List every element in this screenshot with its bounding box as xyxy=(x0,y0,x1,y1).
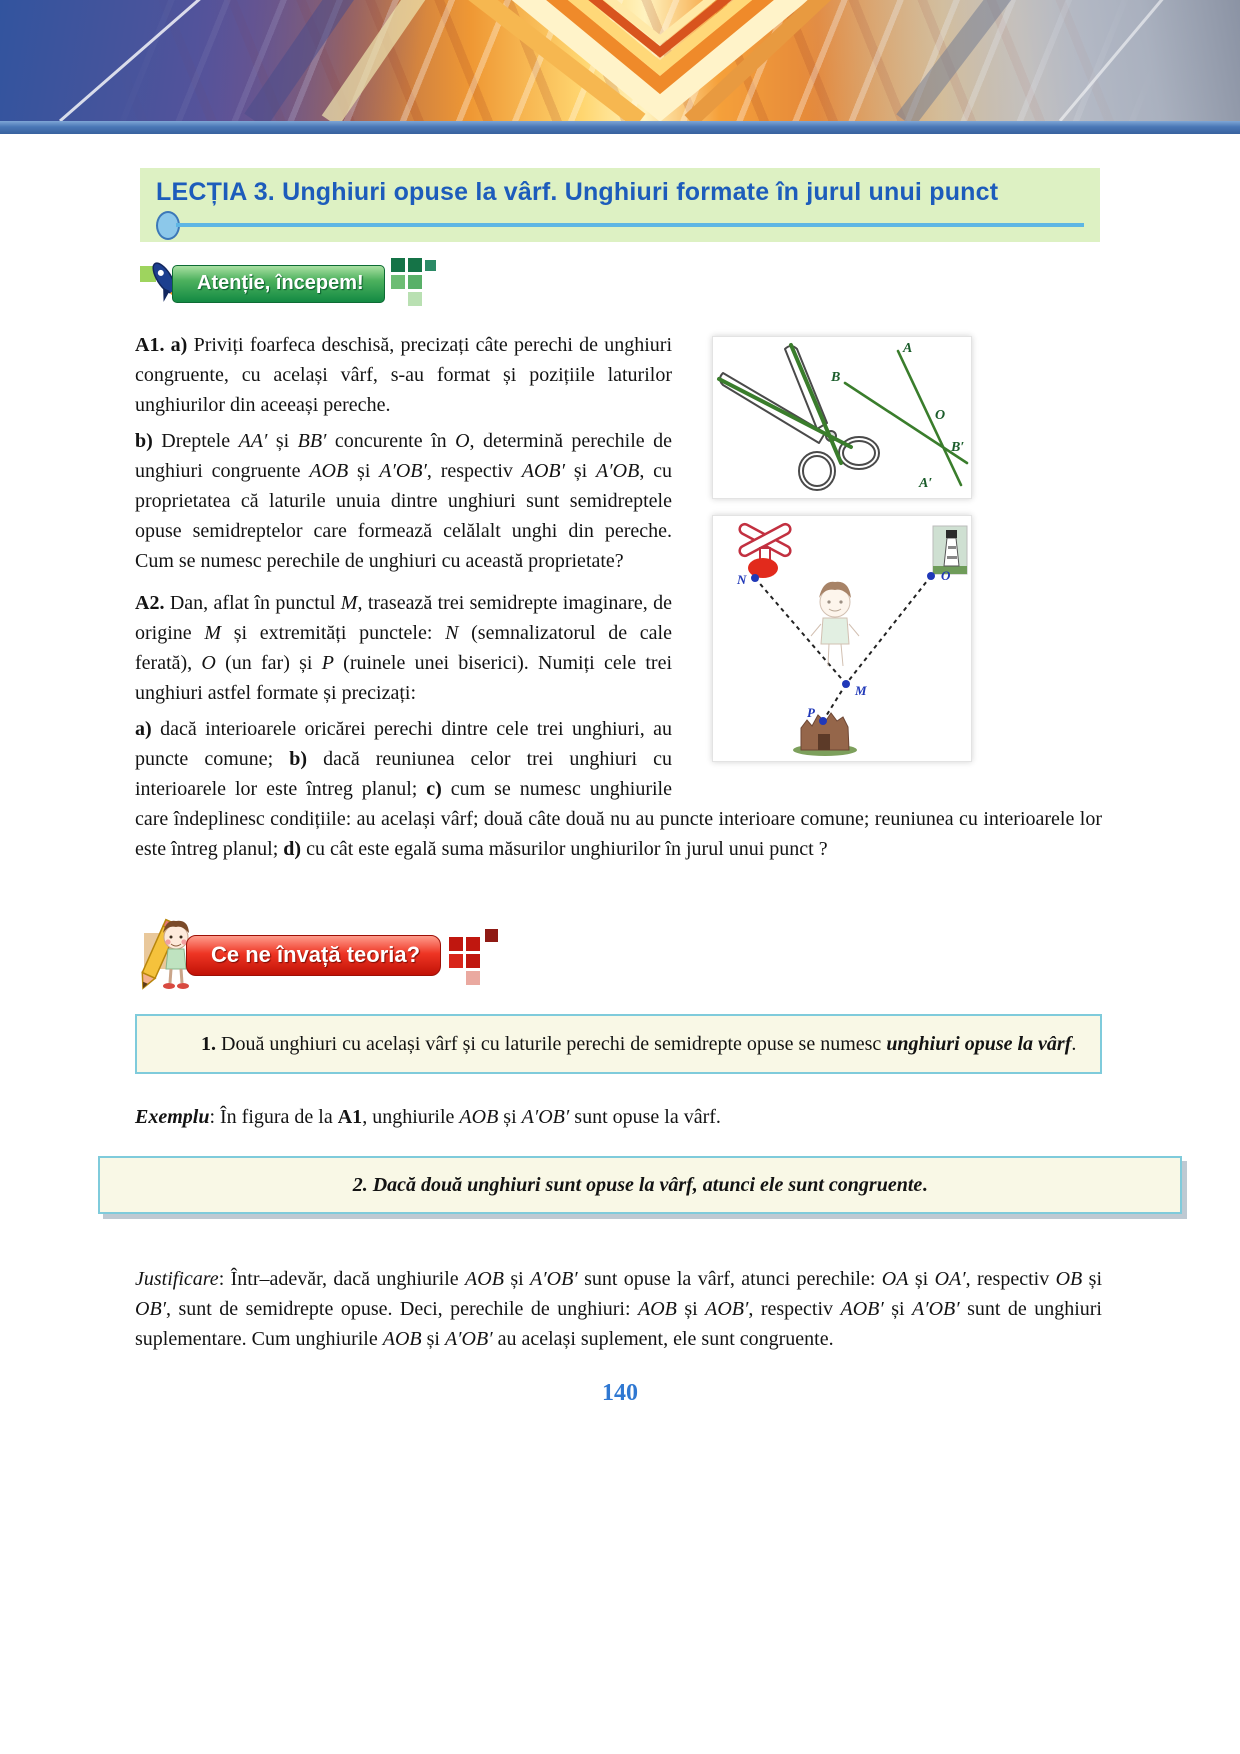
svg-text:N: N xyxy=(737,572,747,587)
header-artwork xyxy=(0,0,1240,121)
figure-landmarks-rays xyxy=(712,515,972,762)
theory-box-1-text: 1. Două unghiuri cu același vârf și cu laturile perechi de semidrepte opuse se numesc unghiuri opuse la vârf. xyxy=(201,1033,1077,1055)
page-title: LECȚIA 3. Unghiuri opuse la vârf. Unghiuri formate în jurul unui punct xyxy=(156,178,999,206)
title-line xyxy=(176,223,1084,227)
page-number: 140 xyxy=(602,1380,638,1406)
paragraph-a1-b: b) Dreptele AA′ și BB′ concurente în O, determină perechile de unghiuri congruente AOB și A′OB′, respectiv AOB′ și A′OB, cu proprietatea că laturile unuia dintre unghiuri sunt semidreptele opuse semidreptelor care formează celălalt unghi din pereche. Cum se numesc perechile de unghiuri cu această proprietate? xyxy=(135,430,673,572)
railroad-signal-icon xyxy=(738,522,792,578)
figure-column xyxy=(712,336,972,778)
svg-text:M: M xyxy=(855,683,867,698)
theory-banner xyxy=(140,912,1240,998)
example-line: Exemplu: În figura de la A1, unghiurile AOB și A′OB′ sunt opuse la vârf. xyxy=(135,1106,721,1128)
child-icon xyxy=(811,582,859,666)
lighthouse-icon xyxy=(933,526,967,574)
attention-badge-label: Atenție, începem! xyxy=(172,265,385,303)
svg-text:A: A xyxy=(903,341,913,356)
lesson-title-banner xyxy=(140,168,1100,242)
svg-text:O: O xyxy=(935,408,946,423)
decorative-squares-red xyxy=(447,929,503,981)
paragraph-a2-items: a) dacă interioarele oricărei perechi dintre cele trei unghiuri, au puncte comune; b) dacă reuniunea celor trei unghiuri cu interioarele lor este întreg planul; c) cum se numesc unghiurile care îndeplinesc condițiile: au același vârf; două câte două nu au puncte interioare comune; reuniunea cu interioarele lor este întreg planul; d) cu cât este egală suma măsurilor unghiurilor în jurul unui punct ? xyxy=(135,718,1102,860)
theory-badge-label: Ce ne învață teoria? xyxy=(186,935,441,976)
svg-text:P: P xyxy=(807,705,815,720)
svg-text:B: B xyxy=(831,370,841,385)
theory-box-1 xyxy=(135,1014,1102,1074)
paragraph-a1-a: A1. a) Priviți foarfeca deschisă, precizați câte perechi de unghiuri congruente, cu același vârf, s-au format și pozițiile laturilor unghiurilor din aceeași pereche. xyxy=(135,334,672,416)
exercise-section xyxy=(135,330,1102,864)
svg-text:B′: B′ xyxy=(951,440,965,455)
figure-scissors-and-lines xyxy=(712,336,972,499)
svg-text:A′: A′ xyxy=(919,476,933,491)
header-blue-bar xyxy=(0,121,1240,134)
svg-text:O: O xyxy=(941,568,951,583)
header-chevron-art xyxy=(0,0,1240,121)
title-underline xyxy=(156,212,1084,238)
decorative-squares-green xyxy=(391,258,447,310)
attention-banner xyxy=(140,262,1240,306)
justification-paragraph: Justificare: Într–adevăr, dacă unghiurile AOB și A′OB′ sunt opuse la vârf, atunci perechile: OA și OA′, respectiv OB și OB′, sunt de semidrepte opuse. Deci, perechile de unghiuri: AOB și AOB′, respectiv AOB′ și A′OB′ sunt de unghiuri suplementare. Cum unghiurile AOB și A′OB′ au același suplement, ele sunt congruente. xyxy=(135,1268,1103,1350)
paragraph-a2: A2. Dan, aflat în punctul M, trasează trei semidrepte imaginare, de origine M și extremități punctele: N (semnalizatorul de cale ferată), O (un far) și P (ruinele unei biserici). Numiți cele trei unghiuri astfel formate și precizați: xyxy=(135,592,673,704)
theory-box-2: 2. Dacă două unghiuri sunt opuse la vârf, atunci ele sunt congruente. xyxy=(98,1156,1182,1214)
